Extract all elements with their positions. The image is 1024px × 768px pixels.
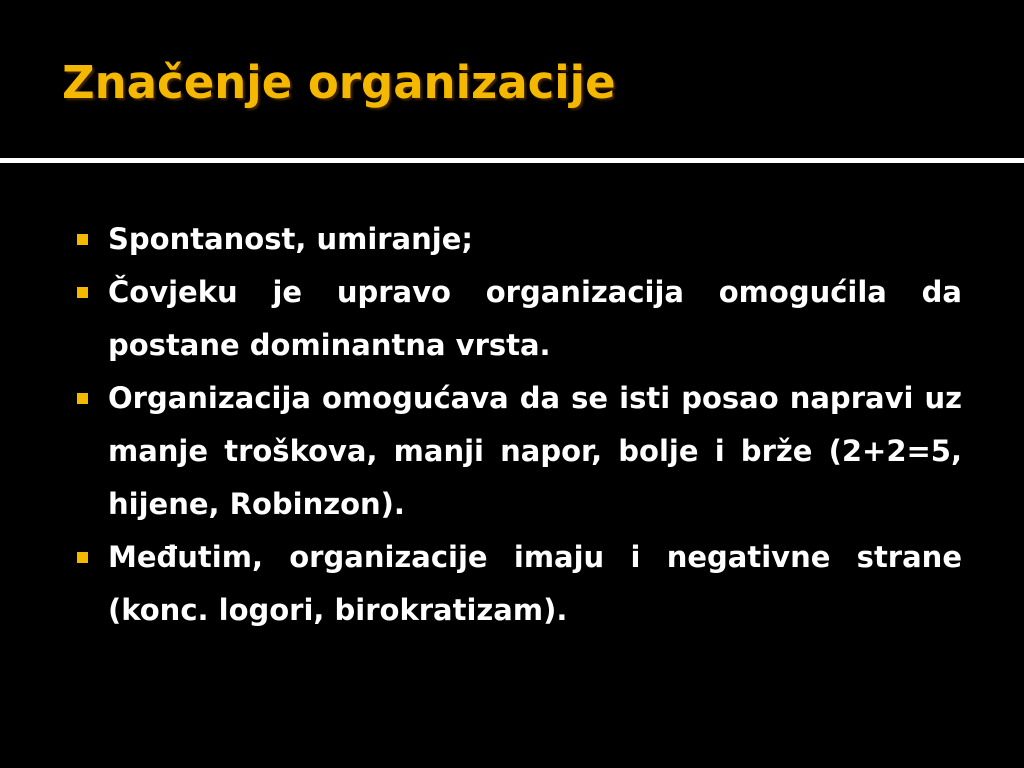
square-bullet-icon bbox=[77, 234, 88, 245]
bullet-text: Spontanost, umiranje; bbox=[108, 222, 473, 256]
slide-title: Značenje organizacije bbox=[62, 56, 616, 109]
square-bullet-icon bbox=[77, 552, 88, 563]
bullet-text: Međutim, organizacije imaju i negativne strane (konc. logori, birokratizam). bbox=[108, 540, 962, 627]
bullet-text: Organizacija omogućava da se isti posao napravi uz manje troškova, manji napor, bolje i brže (2+2=5, hijene, Robinzon). bbox=[108, 381, 962, 521]
bullet-item bbox=[76, 531, 962, 637]
title-divider bbox=[0, 158, 1024, 163]
square-bullet-icon bbox=[77, 287, 88, 298]
bullet-list bbox=[76, 213, 962, 637]
bullet-item bbox=[76, 213, 962, 266]
square-bullet-icon bbox=[77, 393, 88, 404]
bullet-item bbox=[76, 266, 962, 372]
bullet-item bbox=[76, 372, 962, 531]
bullet-text: Čovjeku je upravo organizacija omogućila da postane dominantna vrsta. bbox=[108, 275, 962, 362]
